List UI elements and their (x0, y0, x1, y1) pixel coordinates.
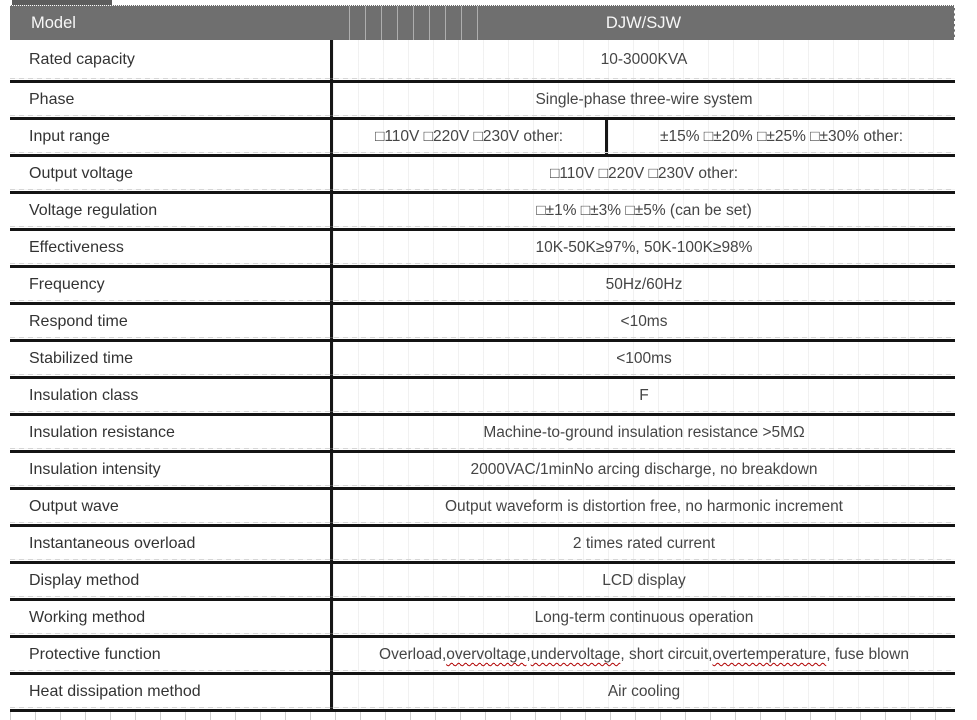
row-label: Insulation intensity (10, 453, 333, 487)
spec-value: 2000VAC/1minNo arcing discharge, no breakdown (333, 453, 955, 487)
spec-value: 10K-50K≥97%, 50K-100K≥98% (333, 231, 955, 265)
table-row (10, 638, 955, 675)
row-label: Heat dissipation method (10, 675, 333, 709)
row-label: Voltage regulation (10, 194, 333, 228)
spec-value: Single-phase three-wire system (333, 83, 955, 117)
misspelled-word: undervoltage (530, 646, 621, 663)
row-label: Rated capacity (10, 40, 333, 80)
row-values (333, 120, 955, 154)
row-values (333, 490, 955, 524)
spec-value: □±1% □±3% □±5% (can be set) (333, 194, 955, 228)
row-values (333, 675, 955, 709)
row-label: Output voltage (10, 157, 333, 191)
row-label: Working method (10, 601, 333, 635)
row-values (333, 305, 955, 339)
table-row (10, 564, 955, 601)
table-row (10, 268, 955, 305)
row-label: Stabilized time (10, 342, 333, 376)
value-text: , (526, 646, 531, 663)
table-row (10, 416, 955, 453)
row-values (333, 416, 955, 450)
value-text: , short circuit, (620, 646, 713, 663)
row-label: Instantaneous overload (10, 527, 333, 561)
table-row (10, 120, 955, 157)
row-values (333, 83, 955, 117)
misspelled-word: overtemperature (712, 646, 827, 663)
row-label: Respond time (10, 305, 333, 339)
value-text: , fuse blown (826, 646, 909, 663)
row-label: Input range (10, 120, 333, 154)
value-text: Overload, (379, 646, 447, 663)
spec-value: LCD display (333, 564, 955, 598)
table-row (10, 305, 955, 342)
row-values (333, 601, 955, 635)
row-values (333, 342, 955, 376)
row-values (333, 527, 955, 561)
row-values (333, 453, 955, 487)
spec-value: □110V □220V □230V other: (333, 120, 605, 154)
spec-value: Output waveform is distortion free, no harmonic increment (333, 490, 955, 524)
spec-value: 2 times rated current (333, 527, 955, 561)
spec-value: F (333, 379, 955, 413)
spec-value: <10ms (333, 305, 955, 339)
row-values (333, 379, 955, 413)
misspelled-word: overvoltage (446, 646, 527, 663)
table-row (10, 379, 955, 416)
row-values (333, 231, 955, 265)
spec-value: □110V □220V □230V other: (333, 157, 955, 191)
spec-value: Machine-to-ground insulation resistance >5MΩ (333, 416, 955, 450)
table-row (10, 40, 955, 83)
spec-value: Long-term continuous operation (333, 601, 955, 635)
header-model-value: DJW/SJW (333, 6, 954, 40)
table-header-row (10, 5, 955, 40)
row-values (333, 194, 955, 228)
spec-value: ±15% □±20% □±25% □±30% other: (605, 120, 955, 154)
row-label: Insulation class (10, 379, 333, 413)
row-values (333, 40, 955, 80)
row-label: Effectiveness (10, 231, 333, 265)
spec-value: 10-3000KVA (333, 40, 955, 80)
table-row (10, 157, 955, 194)
table-row (10, 601, 955, 638)
table-row (10, 453, 955, 490)
table-row (10, 194, 955, 231)
header-model-label: Model (31, 13, 76, 32)
spec-value: Air cooling (333, 675, 955, 709)
row-label: Output wave (10, 490, 333, 524)
table-row (10, 231, 955, 268)
table-row (10, 342, 955, 379)
spec-value: 50Hz/60Hz (333, 268, 955, 302)
row-values (333, 564, 955, 598)
row-label: Insulation resistance (10, 416, 333, 450)
table-row (10, 675, 955, 712)
row-values (333, 157, 955, 191)
row-label: Phase (10, 83, 333, 117)
table-row (10, 490, 955, 527)
row-label: Frequency (10, 268, 333, 302)
spec-value: <100ms (333, 342, 955, 376)
spec-table (10, 5, 955, 720)
row-values (333, 638, 955, 672)
spec-value (333, 638, 955, 672)
row-values (333, 268, 955, 302)
table-row (10, 527, 955, 564)
row-label: Display method (10, 564, 333, 598)
bottom-gridline-ticks (10, 712, 955, 720)
row-label: Protective function (10, 638, 333, 672)
spec-rows (10, 40, 955, 712)
table-row (10, 83, 955, 120)
